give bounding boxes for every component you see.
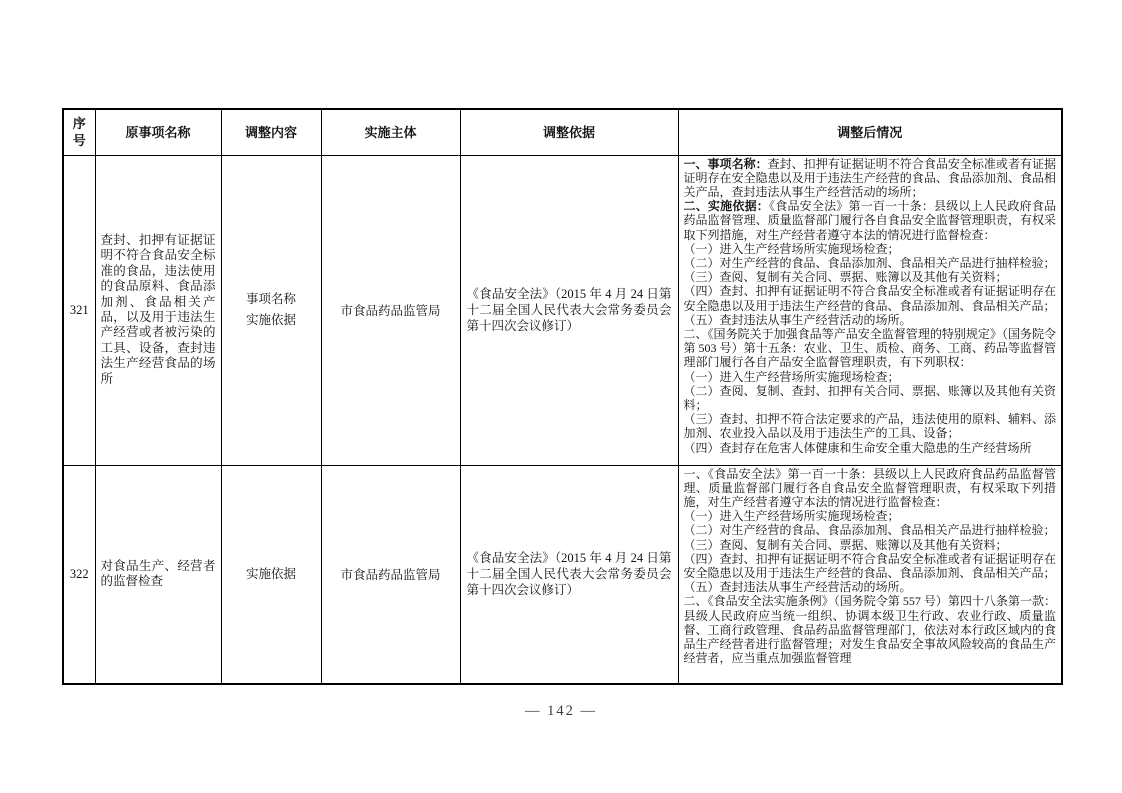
adjust-line: 实施依据 — [245, 566, 296, 581]
table-header-row — [63, 109, 1062, 155]
header-adjust-content: 调整内容 — [221, 109, 321, 155]
result-paragraph: （四）查封、扣押有证据证明不符合食品安全标准或者有证据证明存在安全隐患以及用于违法生产经营的食品、食品添加剂、食品相关产品； — [683, 284, 1056, 313]
header-original-item-name: 原事项名称 — [95, 109, 221, 155]
result-paragraph: （五）查封违法从事生产经营活动的场所。 — [683, 312, 912, 327]
result-paragraph: 二、实施依据：《食品安全法》第一百一十条：县级以上人民政府食品药品监督管理、质量监督部门履行各自食品安全监督管理职责，有权采取下列措施，对生产经营者遵守本法的情况进行监督检查： — [683, 199, 1056, 242]
row-322-post-adjust-situation — [678, 465, 1062, 684]
adjustment-items-table — [62, 108, 1063, 685]
result-paragraph: 二、《国务院关于加强食品等产品安全监督管理的特别规定》（国务院令第 503 号）第十五条：农业、卫生、质检、商务、工商、药品等监督管理部门履行各自产品安全监督管理职责，有下列职权： — [683, 326, 1056, 370]
adjust-line: 实施依据 — [245, 313, 296, 327]
result-paragraph: （二）查阅、复制、查封、扣押有关合同、票据、账簿以及其他有关资料； — [683, 383, 1056, 412]
header-implementing-body: 实施主体 — [321, 109, 460, 155]
page-number: — 142 — — [525, 703, 597, 719]
result-paragraph: 一、事项名称：查封、扣押有证据证明不符合食品安全标准或者有证据证明存在安全隐患以及用于违法生产经营的食品、食品添加剂、食品相关产品，查封违法从事生产经营活动的场所； — [683, 156, 1056, 199]
row-322-adjust-basis: 《食品安全法》（2015 年 4 月 24 日第十二届全国人民代表大会常务委员会第十四次会议修订） — [460, 465, 678, 684]
result-paragraph: （二）对生产经营的食品、食品添加剂、食品相关产品进行抽样检验； — [683, 255, 1056, 270]
adjust-line: 事项名称 — [245, 292, 296, 306]
row-322-serial: 322 — [63, 465, 95, 684]
result-paragraph: （三）查阅、复制有关合同、票据、账簿以及其他有关资料； — [683, 270, 1008, 285]
row-321-post-adjust-situation — [678, 155, 1062, 465]
header-serial-number: 序号 — [63, 109, 95, 155]
header-adjust-basis: 调整依据 — [460, 109, 678, 155]
result-paragraph: （四）查封存在危害人体健康和生命安全重大隐患的生产经营场所 — [683, 440, 1032, 455]
result-paragraph: （一）进入生产经营场所实施现场检查； — [683, 241, 900, 256]
row-321-adjust-content — [221, 155, 321, 465]
header-post-adjust-situation: 调整后情况 — [678, 109, 1062, 155]
result-paragraph: （一）进入生产经营场所实施现场检查； — [683, 369, 900, 384]
result-paragraph: （五）查封违法从事生产经营活动的场所。 — [683, 580, 912, 595]
row-322-original-item-name: 对食品生产、经营者的监督检查 — [95, 465, 221, 684]
result-paragraph: （二）对生产经营的食品、食品添加剂、食品相关产品进行抽样检验； — [683, 523, 1056, 538]
result-paragraph: 二、《食品安全法实施条例》（国务院令第 557 号）第四十八条第一款：县级人民政府应当统一组织、协调本级卫生行政、农业行政、质量监督、工商行政管理、食品药品监督管理部门，依法对本行政区域内的食品生产经营者进行监督管理；对发生食品安全事故风险较高的食品生产经营者，应当重点加强监督管理 — [683, 594, 1056, 666]
result-paragraph: （四）查封、扣押有证据证明不符合食品安全标准或者有证据证明存在安全隐患以及用于违法生产经营的食品、食品添加剂、食品相关产品； — [683, 551, 1056, 580]
result-paragraph: （三）查阅、复制有关合同、票据、账簿以及其他有关资料； — [683, 537, 1008, 552]
row-321-implementing-body: 市食品药品监管局 — [321, 155, 460, 465]
result-paragraph: 一、《食品安全法》第一百一十条：县级以上人民政府食品药品监督管理、质量监督部门履行各自食品安全监督管理职责，有权采取下列措施，对生产经营者遵守本法的情况进行监督检查： — [683, 466, 1056, 509]
table-row-321 — [63, 155, 1062, 465]
row-322-implementing-body: 市食品药品监管局 — [321, 465, 460, 684]
row-321-adjust-basis: 《食品安全法》（2015 年 4 月 24 日第十二届全国人民代表大会常务委员会第十四次会议修订） — [460, 155, 678, 465]
row-321-serial: 321 — [63, 155, 95, 465]
row-322-adjust-content — [221, 465, 321, 684]
table-row-322 — [63, 465, 1062, 684]
row-321-original-item-name: 查封、扣押有证据证明不符合食品安全标准的食品，违法使用的食品原料、食品添加剂、食品相关产品，以及用于违法生产经营或者被污染的工具、设备，查封违法生产经营食品的场所 — [95, 155, 221, 465]
result-paragraph: （一）进入生产经营场所实施现场检查； — [683, 509, 900, 524]
result-paragraph: （三）查封、扣押不符合法定要求的产品，违法使用的原料、辅料、添加剂、农业投入品以及用于违法生产的工具、设备； — [683, 412, 1056, 441]
